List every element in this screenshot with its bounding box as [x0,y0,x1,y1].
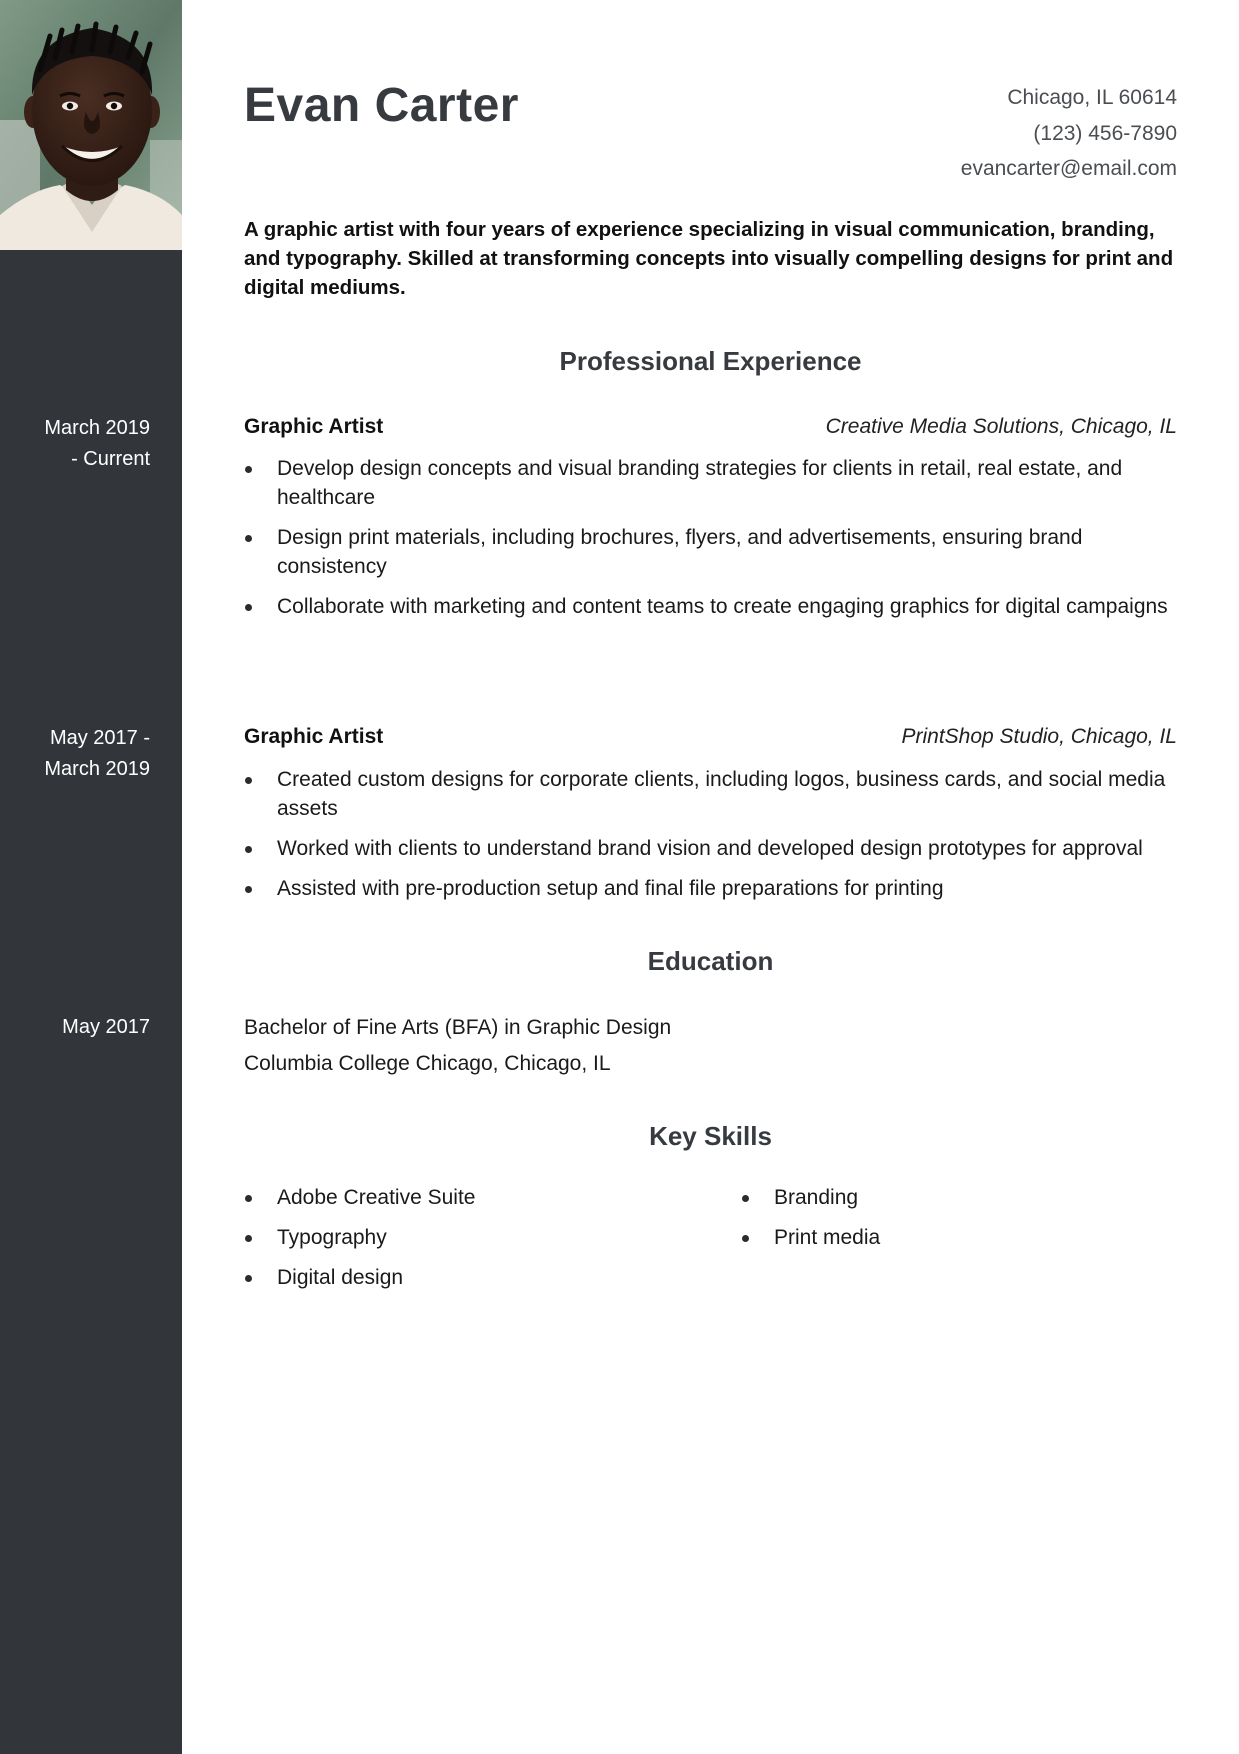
job-1-header [244,412,1177,442]
contact-email: evancarter@email.com [960,157,1177,180]
list-item: Typography [244,1223,684,1252]
job-1-title: Graphic Artist [244,415,384,438]
skills-heading: Key Skills [649,1121,772,1151]
contact-phone: (123) 456-7890 [1033,121,1177,145]
profile-photo [0,0,182,250]
education-degree: Bachelor of Fine Arts (BFA) in Graphic Design [244,1016,672,1039]
job-1-date [10,413,150,475]
skills-left-column [244,1183,684,1303]
candidate-name: Evan Carter [244,79,519,132]
list-item: Branding [741,1183,1177,1212]
contact-address: Chicago, IL 60614 [1007,86,1177,109]
job-1-company: Creative Media Solutions, Chicago, IL [825,415,1177,438]
job-2-bullets [244,765,1177,914]
list-item: Develop design concepts and visual branding strategies for clients in retail, real estate, and healthcare [244,454,1177,512]
list-item: Digital design [244,1263,684,1292]
job-2-header [244,722,1177,752]
education-date: May 2017 [62,1016,150,1038]
contact-block [961,80,1177,187]
job-1-bullets [244,454,1177,632]
job-2-date-line2: March 2019 [44,758,150,780]
job-2-title: Graphic Artist [244,725,384,748]
list-item: Worked with clients to understand brand vision and developed design prototypes for approval [244,834,1177,863]
skills-right-column [741,1183,1177,1263]
job-2-date-line1: May 2017 - [49,727,150,749]
education-heading: Education [647,946,774,976]
education-block [244,1010,671,1081]
list-item: Created custom designs for corporate clients, including logos, business cards, and social media assets [244,765,1177,823]
job-2-date [10,723,150,785]
list-item: Adobe Creative Suite [244,1183,684,1212]
list-item: Design print materials, including brochures, flyers, and advertisements, ensuring brand consistency [244,523,1177,581]
list-item: Print media [741,1223,1177,1252]
professional-summary: A graphic artist with four years of experience specializing in visual communication, branding, and typography. Skilled at transforming concepts into visually compelling designs for print and digital mediums. [244,218,1174,299]
job-2-company: PrintShop Studio, Chicago, IL [901,725,1177,748]
list-item: Collaborate with marketing and content teams to create engaging graphics for digital campaigns [244,592,1177,621]
job-1-date-line2: - Current [71,448,150,470]
experience-heading: Professional Experience [559,346,862,376]
list-item: Assisted with pre-production setup and final file preparations for printing [244,874,1177,903]
education-school: Columbia College Chicago, Chicago, IL [244,1051,611,1075]
job-1-date-line1: March 2019 [44,417,150,439]
sidebar [0,0,182,1754]
